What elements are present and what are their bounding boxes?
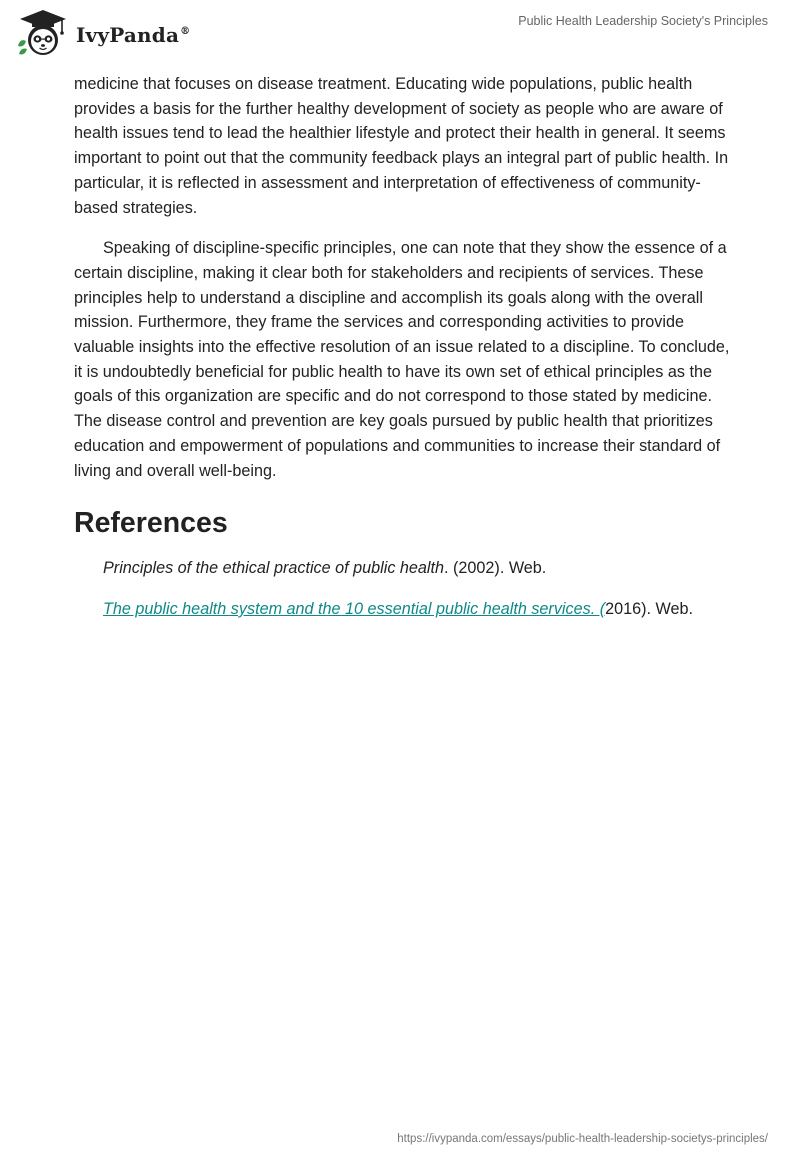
essay-content [74, 72, 734, 622]
reference-title: Principles of the ethical practice of public health [103, 559, 445, 578]
ivypanda-logo[interactable] [14, 8, 190, 58]
document-title: Public Health Leadership Society's Principles [518, 14, 768, 28]
registered-mark: ® [180, 26, 191, 38]
references-list [74, 556, 734, 621]
reference-item [74, 556, 734, 581]
reference-details: . (2002). Web. [444, 559, 547, 578]
logo-wordmark [76, 23, 190, 47]
reference-link[interactable]: The public health system and the 10 essential public health services. ( [103, 599, 606, 618]
body-paragraph-2: Speaking of discipline-specific principles, one can note that they show the essence of a certain discipline, making it clear both for stakeholders and recipients of services. These principles help to understand a discipline and accomplish its goals along with the overall mission. Furthermore, they frame the services and corresponding activities to provide valuable insights into the effective resolution of an issue related to a discipline. To conclude, it is undoubtedly beneficial for public health to have its own set of ethical principles as the goals of this organization are specific and do not correspond to those stated by medicine. The disease control and prevention are key goals pursued by public health that prioritizes education and empowerment of populations and communities to increase their standard of living and overall well-being. [74, 239, 730, 480]
logo-name: IvyPanda [76, 23, 180, 47]
reference-details: 2016). Web. [605, 599, 693, 618]
body-paragraph-1: medicine that focuses on disease treatment. Educating wide populations, public health provides a basis for the further healthy development of society as people who are aware of health issues tend to lead the healthier lifestyle and protect their health in general. It seems important to point out that the community feedback plays an integral part of public health. In particular, it is reflected in assessment and interpretation of effectiveness of community-based strategies. [74, 75, 729, 217]
reference-item [74, 597, 734, 622]
source-url: https://ivypanda.com/essays/public-health-leadership-societys-principles/ [397, 1133, 768, 1145]
page-header [0, 0, 800, 70]
references-heading: References [74, 507, 228, 540]
panda-graduate-icon [14, 8, 72, 58]
